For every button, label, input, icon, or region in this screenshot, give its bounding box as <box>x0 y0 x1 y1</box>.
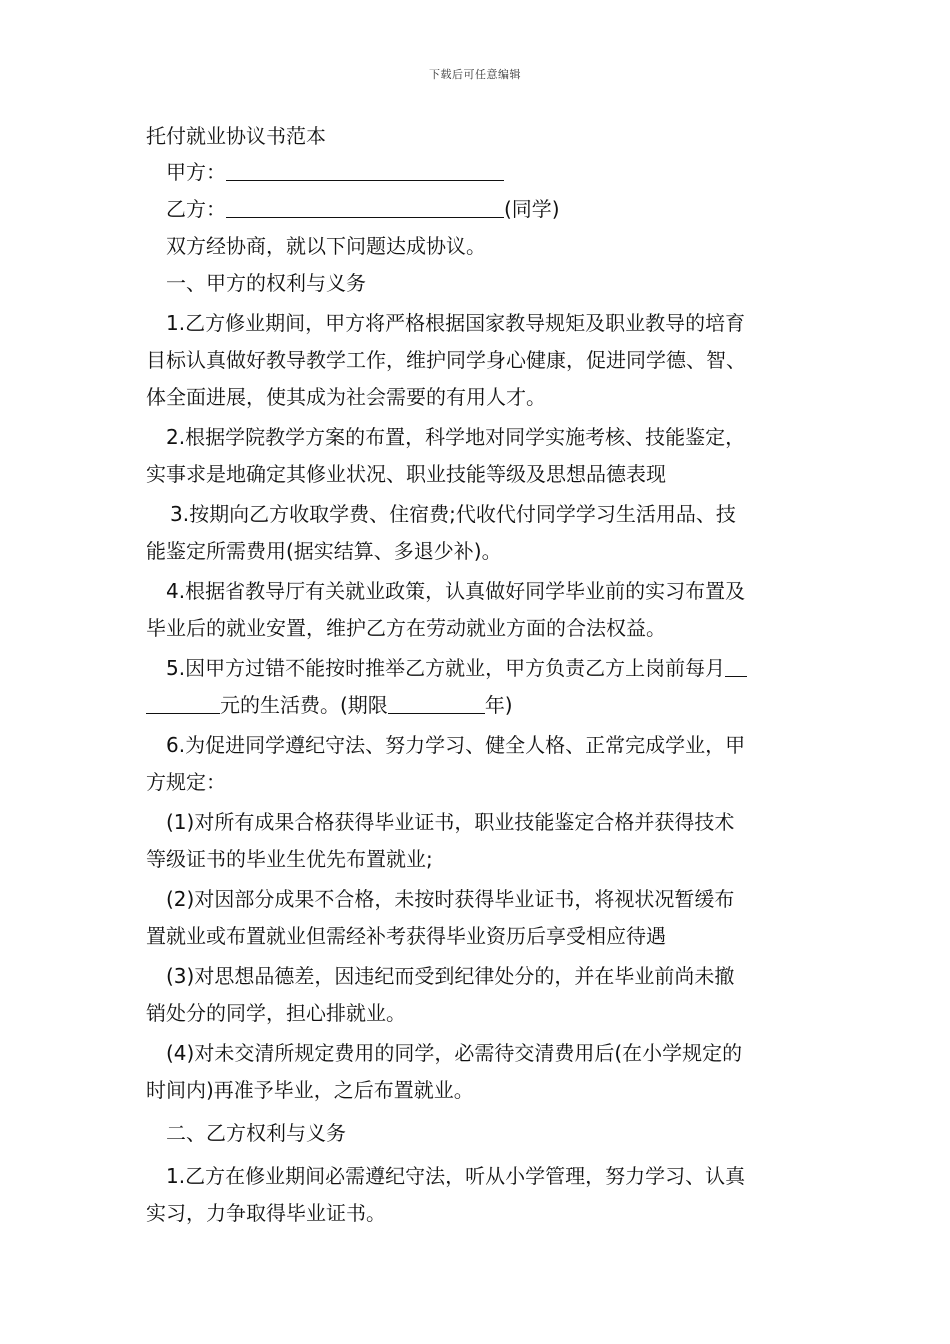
sub4-line1: (4)对未交清所规定费用的同学，必需待交清费用后(在小学规定的 <box>166 1041 743 1065</box>
party-b-suffix: (同学) <box>504 197 560 221</box>
item3-line1: 3.按期向乙方收取学费、住宿费;代收代付同学学习生活用品、技 <box>170 502 736 526</box>
sub1-line2: 等级证书的毕业生优先布置就业; <box>146 847 433 871</box>
section2-item1-line1: 1.乙方在修业期间必需遵纪守法，听从小学管理，努力学习、认真 <box>166 1164 746 1188</box>
sub3-line2: 销处分的同学，担心排就业。 <box>146 1001 406 1025</box>
sub3-line1: (3)对思想品德差，因违纪而受到纪律处分的，并在毕业前尚未撤 <box>166 964 735 988</box>
party-b-label: 乙方： <box>166 197 226 221</box>
item1-line3: 体全面进展，使其成为社会需要的有用人才。 <box>146 385 546 409</box>
item1-line2: 目标认真做好教导教学工作，维护同学身心健康，促进同学德、智、 <box>146 348 746 372</box>
section1-heading: 一、甲方的权利与义务 <box>166 271 366 295</box>
party-a-label: 甲方： <box>166 160 226 184</box>
item2-line2: 实事求是地确定其修业状况、职业技能等级及思想品德表现 <box>146 462 666 486</box>
section2-item1-line2: 实习，力争取得毕业证书。 <box>146 1201 386 1225</box>
party-a-line <box>146 154 812 191</box>
term-blank[interactable] <box>388 691 485 714</box>
sub2-line2: 置就业或布置就业但需经补考获得毕业资历后享受相应待遇 <box>146 924 666 948</box>
item5-text-2: 元的生活费。(期限 <box>220 693 388 717</box>
header-note: 下载后可任意编辑 <box>429 68 521 81</box>
section2-heading: 二、乙方权利与义务 <box>166 1121 346 1145</box>
item5-line1 <box>146 650 812 687</box>
sub1-line1: (1)对所有成果合格获得毕业证书，职业技能鉴定合格并获得技术 <box>166 810 735 834</box>
party-b-blank[interactable] <box>226 195 504 218</box>
document-body <box>146 118 812 1232</box>
monthly-amount-blank-start[interactable] <box>725 654 747 677</box>
document-title: 托付就业协议书范本 <box>146 124 326 148</box>
party-a-blank[interactable] <box>226 158 504 181</box>
monthly-amount-blank[interactable] <box>146 691 220 714</box>
item5-text: 5.因甲方过错不能按时推举乙方就业，甲方负责乙方上岗前每月 <box>166 656 726 680</box>
item5-text-3: 年) <box>484 693 513 717</box>
sub4-line2: 时间内)再准予毕业，之后布置就业。 <box>146 1078 474 1102</box>
item6-line1: 6.为促进同学遵纪守法、努力学习、健全人格、正常完成学业，甲 <box>166 733 746 757</box>
item1-line1: 1.乙方修业期间，甲方将严格根据国家教导规矩及职业教导的培育 <box>166 311 746 335</box>
item4-line2: 毕业后的就业安置，维护乙方在劳动就业方面的合法权益。 <box>146 616 666 640</box>
item5-line2 <box>146 687 812 724</box>
item2-line1: 2.根据学院教学方案的布置，科学地对同学实施考核、技能鉴定， <box>166 425 746 449</box>
party-b-line <box>146 191 812 228</box>
intro-paragraph: 双方经协商，就以下问题达成协议。 <box>166 234 486 258</box>
item3-line2: 能鉴定所需费用(据实结算、多退少补)。 <box>146 539 502 563</box>
item4-line1: 4.根据省教导厅有关就业政策，认真做好同学毕业前的实习布置及 <box>166 579 746 603</box>
sub2-line1: (2)对因部分成果不合格，未按时获得毕业证书，将视状况暂缓布 <box>166 887 735 911</box>
item6-line2: 方规定： <box>146 770 226 794</box>
